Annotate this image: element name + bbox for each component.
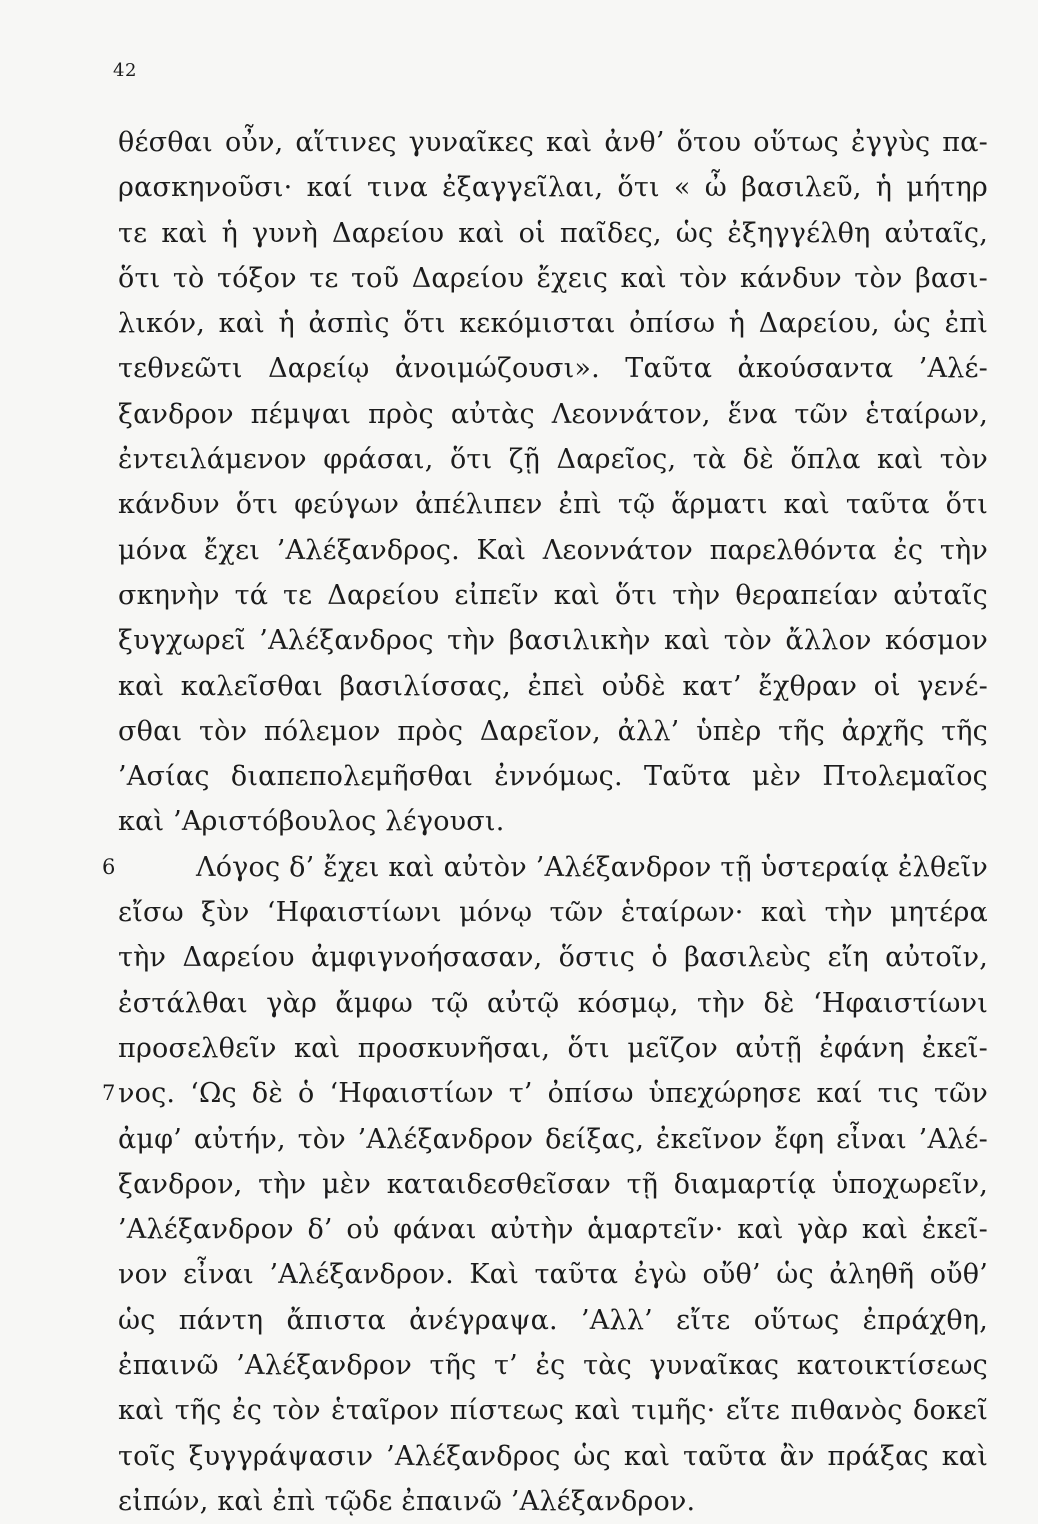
text-line — [118, 573, 988, 618]
text-body — [102, 120, 988, 1524]
line-text: τε καὶ ἡ γυνὴ Δαρείου καὶ οἱ παῖδες, ὡς ἐξηγγέλθη αὐταῖς, — [118, 217, 988, 249]
line-text: ’Αλέξανδρον δ’ οὐ φάναι αὐτὴν ἁμαρτεῖν· καὶ γὰρ καὶ ἐκεῖ- — [118, 1214, 988, 1246]
line-text: ξανδρον, τὴν μὲν καταιδεσθεῖσαν τῇ διαμαρτίᾳ ὑποχωρεῖν, — [118, 1168, 988, 1200]
line-text: ξανδρον πέμψαι πρὸς αὐτὰς Λεοννάτον, ἕνα τῶν ἑταίρων, — [118, 398, 988, 430]
line-text: ἐντειλάμενον φράσαι, ὅτι ζῇ Δαρεῖος, τὰ δὲ ὅπλα καὶ τὸν — [118, 444, 988, 476]
text-line — [118, 346, 988, 391]
text-line — [118, 165, 988, 210]
line-text: εἰπών, καὶ ἐπὶ τῷδε ἐπαινῶ ’Αλέξανδρον. — [118, 1485, 696, 1517]
text-line — [102, 1071, 988, 1116]
line-text: ’Ασίας διαπεπολεμῆσθαι ἐννόμως. Ταῦτα μὲν Πτολεμαῖος — [118, 761, 988, 793]
text-line — [118, 754, 988, 799]
line-text: εἴσω ξὺν ‘Ηφαιστίωνι μόνῳ τῶν ἑταίρων· καὶ τὴν μητέρα — [118, 897, 988, 929]
line-text: μόνα ἔχει ’Αλέξανδρος. Καὶ Λεοννάτον παρελθόντα ἐς τὴν — [118, 534, 988, 566]
text-line — [118, 1434, 988, 1479]
line-text: τοῖς ξυγγράψασιν ’Αλέξανδρος ὡς καὶ ταῦτα ἂν πράξας καὶ — [118, 1440, 988, 1472]
text-line — [118, 301, 988, 346]
line-text: καὶ ’Αριστόβουλος λέγουσι. — [118, 806, 505, 838]
text-line — [118, 1117, 988, 1162]
line-text: σθαι τὸν πόλεμον πρὸς Δαρεῖον, ἀλλ’ ὑπὲρ τῆς ἀρχῆς τῆς — [118, 715, 988, 747]
line-text: θέσθαι οὖν, αἵτινες γυναῖκες καὶ ἀνθ’ ὅτου οὕτως ἐγγὺς πα- — [118, 127, 988, 158]
line-text: νον εἶναι ’Αλέξανδρον. Καὶ ταῦτα ἐγὼ οὔθ’ ὡς ἀληθῆ οὔθ’ — [118, 1259, 988, 1291]
text-line — [118, 437, 988, 482]
line-text: καὶ καλεῖσθαι βασιλίσσας, ἐπεὶ οὐδὲ κατ’ ἔχθραν οἱ γενέ- — [118, 670, 988, 702]
text-line — [118, 211, 988, 256]
line-text: τὴν Δαρείου ἀμφιγνοήσασαν, ὅστις ὁ βασιλεὺς εἴη αὐτοῖν, — [118, 942, 988, 974]
line-text: ἐπαινῶ ’Αλέξανδρον τῆς τ’ ἐς τὰς γυναῖκας κατοικτίσεως — [118, 1350, 988, 1382]
text-line — [118, 1207, 988, 1252]
line-text: ὅτι τὸ τόξον τε τοῦ Δαρείου ἔχεις καὶ τὸν κάνδυν τὸν βασι- — [118, 262, 988, 294]
text-line — [118, 664, 988, 709]
line-text: κάνδυν ὅτι φεύγων ἀπέλιπεν ἐπὶ τῷ ἅρματι καὶ ταῦτα ὅτι — [118, 489, 988, 521]
text-line — [118, 709, 988, 754]
line-text: ἐστάλθαι γὰρ ἄμφω τῷ αὐτῷ κόσμῳ, τὴν δὲ ‘Ηφαιστίωνι — [118, 987, 988, 1019]
line-text: τεθνεῶτι Δαρείῳ ἀνοιμώζουσι». Ταῦτα ἀκούσαντα ’Αλέ- — [118, 353, 988, 385]
line-text: σκηνὴν τά τε Δαρείου εἰπεῖν καὶ ὅτι τὴν θεραπείαν αὐταῖς — [118, 579, 988, 611]
section-number: 6 — [102, 854, 116, 879]
section-number: 7 — [102, 1081, 116, 1106]
text-line — [118, 1388, 988, 1433]
text-line — [102, 845, 988, 890]
line-text: προσελθεῖν καὶ προσκυνῆσαι, ὅτι μεῖζον αὐτῇ ἐφάνη ἐκεῖ- — [118, 1032, 988, 1064]
line-text: Λόγος δ’ ἔχει καὶ αὐτὸν ’Αλέξανδρον τῇ ὑστεραίᾳ ἐλθεῖν — [196, 851, 988, 883]
text-line — [118, 890, 988, 935]
line-text: ρασκηνοῦσι· καί τινα ἐξαγγεῖλαι, ὅτι « ὦ βασιλεῦ, ἡ μήτηρ — [118, 172, 988, 204]
text-line — [118, 1343, 988, 1388]
line-text: ἀμφ’ αὐτήν, τὸν ’Αλέξανδρον δείξας, ἐκεῖνον ἔφη εἶναι ’Αλέ- — [118, 1123, 988, 1155]
text-line — [118, 981, 988, 1026]
text-line — [118, 935, 988, 980]
text-line — [118, 120, 988, 165]
line-text: ὡς πάντη ἄπιστα ἀνέγραψα. ’Αλλ’ εἴτε οὕτως ἐπράχθη, — [118, 1304, 988, 1336]
line-text: ξυγχωρεῖ ’Αλέξανδρος τὴν βασιλικὴν καὶ τὸν ἄλλον κόσμον — [118, 625, 988, 657]
line-text: καὶ τῆς ἐς τὸν ἑταῖρον πίστεως καὶ τιμῆς· εἴτε πιθανὸς δοκεῖ — [118, 1395, 988, 1427]
text-line — [118, 528, 988, 573]
text-line — [118, 1298, 988, 1343]
text-line — [118, 618, 988, 663]
text-line — [118, 392, 988, 437]
page-number: 42 — [113, 60, 137, 81]
text-line — [118, 482, 988, 527]
text-line — [118, 1026, 988, 1071]
line-text: νος. ‘Ως δὲ ὁ ‘Ηφαιστίων τ’ ὀπίσω ὑπεχώρησε καί τις τῶν — [118, 1078, 988, 1110]
text-line — [118, 1252, 988, 1297]
text-line — [118, 1479, 988, 1524]
text-line — [118, 799, 988, 844]
text-line — [118, 1162, 988, 1207]
line-text: λικόν, καὶ ἡ ἀσπὶς ὅτι κεκόμισται ὀπίσω ἡ Δαρείου, ὡς ἐπὶ — [118, 308, 988, 340]
text-line — [118, 256, 988, 301]
